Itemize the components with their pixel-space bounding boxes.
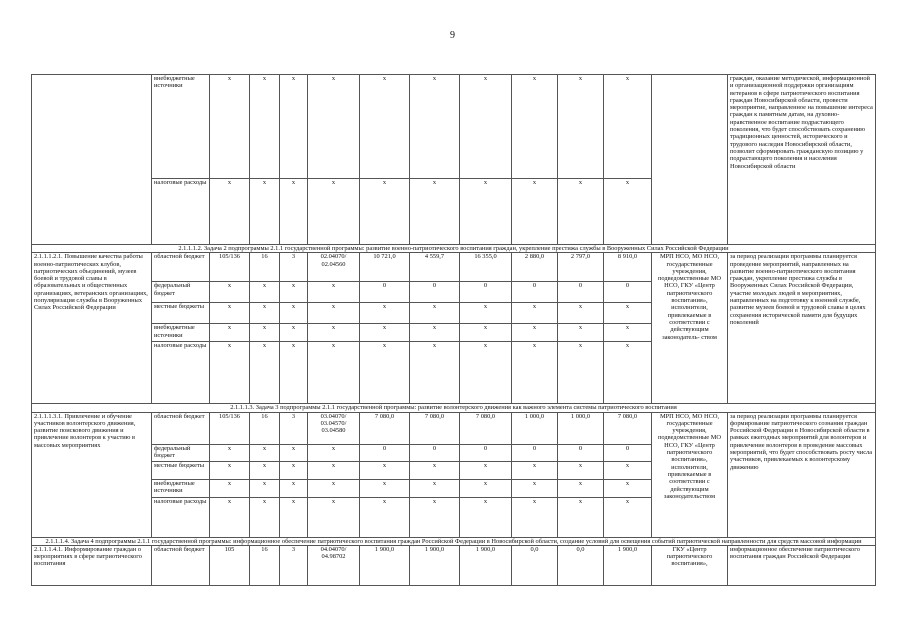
table-row: налоговые расходы x x x x x x x x x x [32, 342, 876, 404]
table-row: местные бюджеты x x x x x x x x x x [32, 303, 876, 324]
expected-result: граждан, оказание методической, информационной и организационной поддержки организациям ветеранов в сфере патриотического воспитания граждан Новосибирской области, провести мероприятие, направленное на повышение интереса граждан к памятным датам, на духовно-нравственное воспитание подрастающего поколения, что будет способствовать сохранению традиционных ценностей, исторического и трудового наследия Новосибирской области, позволит сформировать гражданскую позицию у подрастающего поколения и населения Новосибирской области [728, 75, 876, 245]
funding-source: налоговые расходы [152, 179, 210, 245]
task-row [32, 404, 876, 412]
expected-result: информационное обеспечение патриотического воспитания граждан Российской Федерации [728, 545, 876, 585]
table-row: внебюджетные источники x x x x x x x x x x [32, 479, 876, 497]
table-row: налоговые расходы x x x x x x x x x x [32, 179, 876, 245]
table-row: 2.1.1.1.4.1. Информирование граждан о мероприятиях в сфере патриотического воспитания областной бюджет 105 16 3 04.04070/ 04.98702 1 900,0 1 900,0 1 900,0 0,0 0,0 1 900,0 ГКУ «Центр патриотического воспитания», информационное обеспечение патриотического воспитания граждан Российской Федерации [32, 545, 876, 585]
table-row: 2.1.1.1.3.1. Привлечение и обучение участников волонтерского движения, развитие поискового движения и привлечение волонтеров к участию в массовых мероприятиях областной бюджет 105/136 16 3 03.04070/ 03.04570/ 03.04580 7 080,0 7 080,0 7 080,0 1 000,0 1 000,0 7 080,0 МРП НСО, МО НСО, государственные учреждения, подведомственные МО НСО, ГКУ «Центр патриотического воспитания», исполнители, привлекаемые в соответствии с действующим законодательством за период реализации программы планируется формирование патриотического сознания граждан Российской Федерации в Новосибирской области в рамках ежегодных мероприятий для волонтеров и привлечение волонтеров в проведение массовых мероприятий, что будет способствовать росту числа участников, привлекаемых к волонтерскому движению [32, 412, 876, 444]
page-number: 9 [450, 30, 455, 41]
expected-result: за период реализации программы планируется формирование патриотического сознания граждан Российской Федерации в Новосибирской области в рамках ежегодных мероприятий для волонтеров и привлечение волонтеров в проведение массовых мероприятий, что будет способствовать росту числа участников, привлекаемых к волонтерскому движению [728, 412, 876, 537]
table-row: внебюджетные источники x x x x x x x x x x [32, 324, 876, 342]
task-row [32, 245, 876, 253]
executors: МРП НСО, МО НСО, государственные учреждения, подведомственные МО НСО, ГКУ «Центр патриотического воспитания», исполнители, привлекаемые в соответствии с действующим законодательством [652, 412, 728, 537]
executors: ГКУ «Центр патриотического воспитания», [652, 545, 728, 585]
table-row: федеральный бюджет x x x x 0 0 0 0 0 0 [32, 444, 876, 461]
funding-source: внебюджетные источники [152, 75, 210, 179]
measure-name: 2.1.1.1.4.1. Информирование граждан о мероприятиях в сфере патриотического воспитания [32, 545, 152, 585]
measure-name-cell [32, 75, 152, 245]
table-row: налоговые расходы x x x x x x x x x x [32, 497, 876, 537]
table-row: федеральный бюджет x x x x 0 0 0 0 0 0 [32, 282, 876, 303]
executors: МРП НСО, МО НСО, государственные учреждения, подведомственные МО НСО, ГКУ «Центр патриотического воспитания», исполнители, привлекаемые в соответствии с действующим законодатель- ством [652, 253, 728, 404]
table-row: 2.1.1.1.2.1. Повышение качества работы военно-патриотических клубов, патриотических объединений, музеев боевой и трудовой славы в образовательных и общественных организациях, ветеранских организациях, популяризация службы в Вооруженных Силах Российской Федерации областной бюджет 105/136 16 3 02.04070/ 02.04560 10 721,0 4 559,7 16 355,0 2 880,0 2 797,0 8 910,0 МРП НСО, МО НСО, государственные учреждения, подведомственные МО НСО, ГКУ «Центр патриотического воспитания», исполнители, привлекаемые в соответствии с действующим законодатель- ством за период реализации программы планируется проведение мероприятий, направленных на развитие военно-патриотического воспитания граждан, укрепление престижа службы в Вооруженных Силах Российской Федерации, участие молодых людей в мероприятиях, направленных на подготовку к военной службе, развитие музеев боевой и трудовой славы в целях сохранения исторической памяти для будущих поколений [32, 253, 876, 282]
task-row [32, 537, 876, 545]
program-table [31, 74, 876, 586]
measure-name: 2.1.1.1.2.1. Повышение качества работы военно-патриотических клубов, патриотических объединений, музеев боевой и трудовой славы в образовательных и общественных организациях, ветеранских организациях, популяризация службы в Вооруженных Силах Российской Федерации [32, 253, 152, 404]
task-heading: 2.1.1.1.4. Задача 4 подпрограммы 2.1.1 государственной программы: информационное обеспечение патриотического воспитания граждан Российской Федерации в Новосибирской области, создание условий для освещения событий патриотической направленности для средств массовой информации [32, 537, 876, 545]
executor-cell [652, 75, 728, 245]
task-heading: 2.1.1.1.3. Задача 3 подпрограммы 2.1.1 государственной программы: развитие волонтерского движения как важного элемента системы патриотического воспитания [32, 404, 876, 412]
table-row: внебюджетные источники x x x x x x x x x x граждан, оказание методической, информационной и организационной поддержки организациям ветеранов в сфере патриотического воспитания граждан Новосибирской области, провести мероприятие, направленное на повышение интереса граждан к памятным датам, на духовно-нравственное воспитание подрастающего поколения, что будет способствовать сохранению традиционных ценностей, исторического и трудового наследия Новосибирской области, позволит сформировать гражданскую позицию у подрастающего поколения и населения Новосибирской области [32, 75, 876, 179]
task-heading: 2.1.1.1.2. Задача 2 подпрограммы 2.1.1 государственной программы: развитие военно-патриотического воспитания граждан, укрепление престижа службы в Вооруженных Силах Российской Федерации [32, 245, 876, 253]
expected-result: за период реализации программы планируется проведение мероприятий, направленных на развитие военно-патриотического воспитания граждан, укрепление престижа службы в Вооруженных Силах Российской Федерации, участие молодых людей в мероприятиях, направленных на подготовку к военной службе, развитие музеев боевой и трудовой славы в целях сохранения исторической памяти для будущих поколений [728, 253, 876, 404]
table-row: местные бюджеты x x x x x x x x x x [32, 461, 876, 479]
measure-name: 2.1.1.1.3.1. Привлечение и обучение участников волонтерского движения, развитие поискового движения и привлечение волонтеров к участию в массовых мероприятиях [32, 412, 152, 537]
